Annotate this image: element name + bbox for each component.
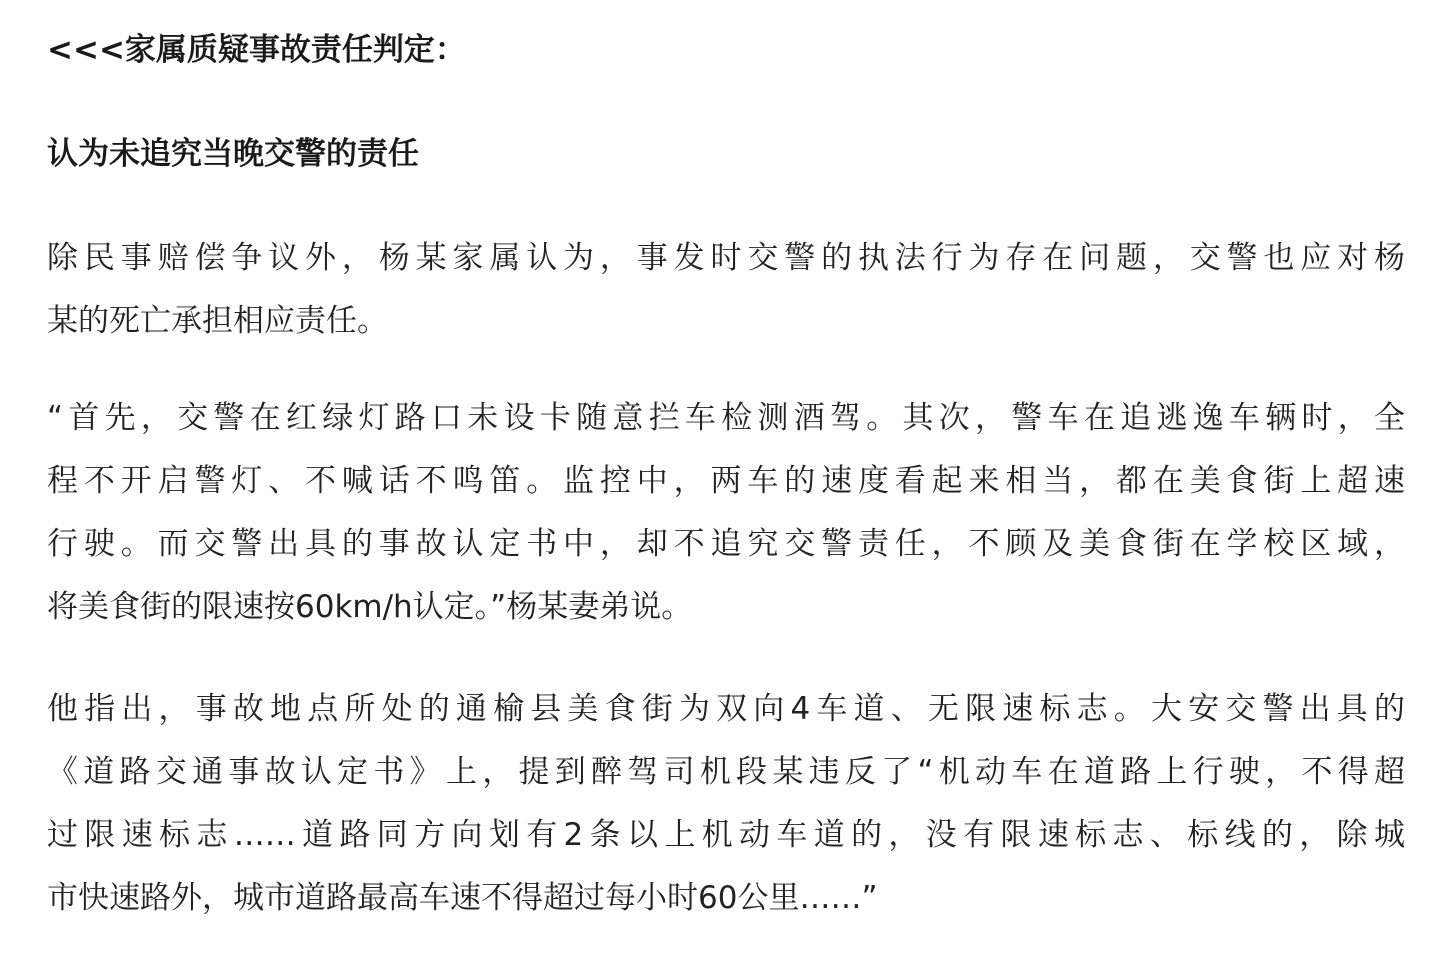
subheading: 认为未追究当晚交警的责任	[47, 136, 419, 172]
paragraph-line: 《道路交通事故认定书》上，提到醉驾司机段某违反了“机动车在道路上行驶，不得超	[47, 754, 1405, 790]
paragraph-line: 程不开启警灯、不喊话不鸣笛。监控中，两车的速度看起来相当，都在美食街上超速	[47, 463, 1405, 499]
paragraph-line: 他指出，事故地点所处的通榆县美食街为双向4车道、无限速标志。大安交警出具的	[47, 691, 1405, 727]
paragraph-speed-limit	[47, 678, 1405, 930]
paragraph-quote	[47, 387, 1405, 639]
paragraph-line: “首先，交警在红绿灯路口未设卡随意拦车检测酒驾。其次，警车在追逃逸车辆时，全	[47, 400, 1405, 436]
paragraph-line: 行驶。而交警出具的事故认定书中，却不追究交警责任，不顾及美食街在学校区域，	[47, 526, 1405, 562]
paragraph-line: 过限速标志……道路同方向划有2条以上机动车道的，没有限速标志、标线的，除城	[47, 817, 1405, 853]
paragraph-line: 市快速路外，城市道路最高车速不得超过每小时60公里……”	[47, 880, 878, 916]
paragraph-line: 某的死亡承担相应责任。	[47, 303, 388, 339]
paragraph-family-claim	[47, 227, 1405, 353]
paragraph-line: 除民事赔偿争议外，杨某家属认为，事发时交警的执法行为存在问题，交警也应对杨	[47, 240, 1405, 276]
paragraph-line: 将美食街的限速按60km/h认定。”杨某妻弟说。	[47, 589, 693, 625]
section-heading: <<<家属质疑事故责任判定：	[47, 32, 466, 68]
